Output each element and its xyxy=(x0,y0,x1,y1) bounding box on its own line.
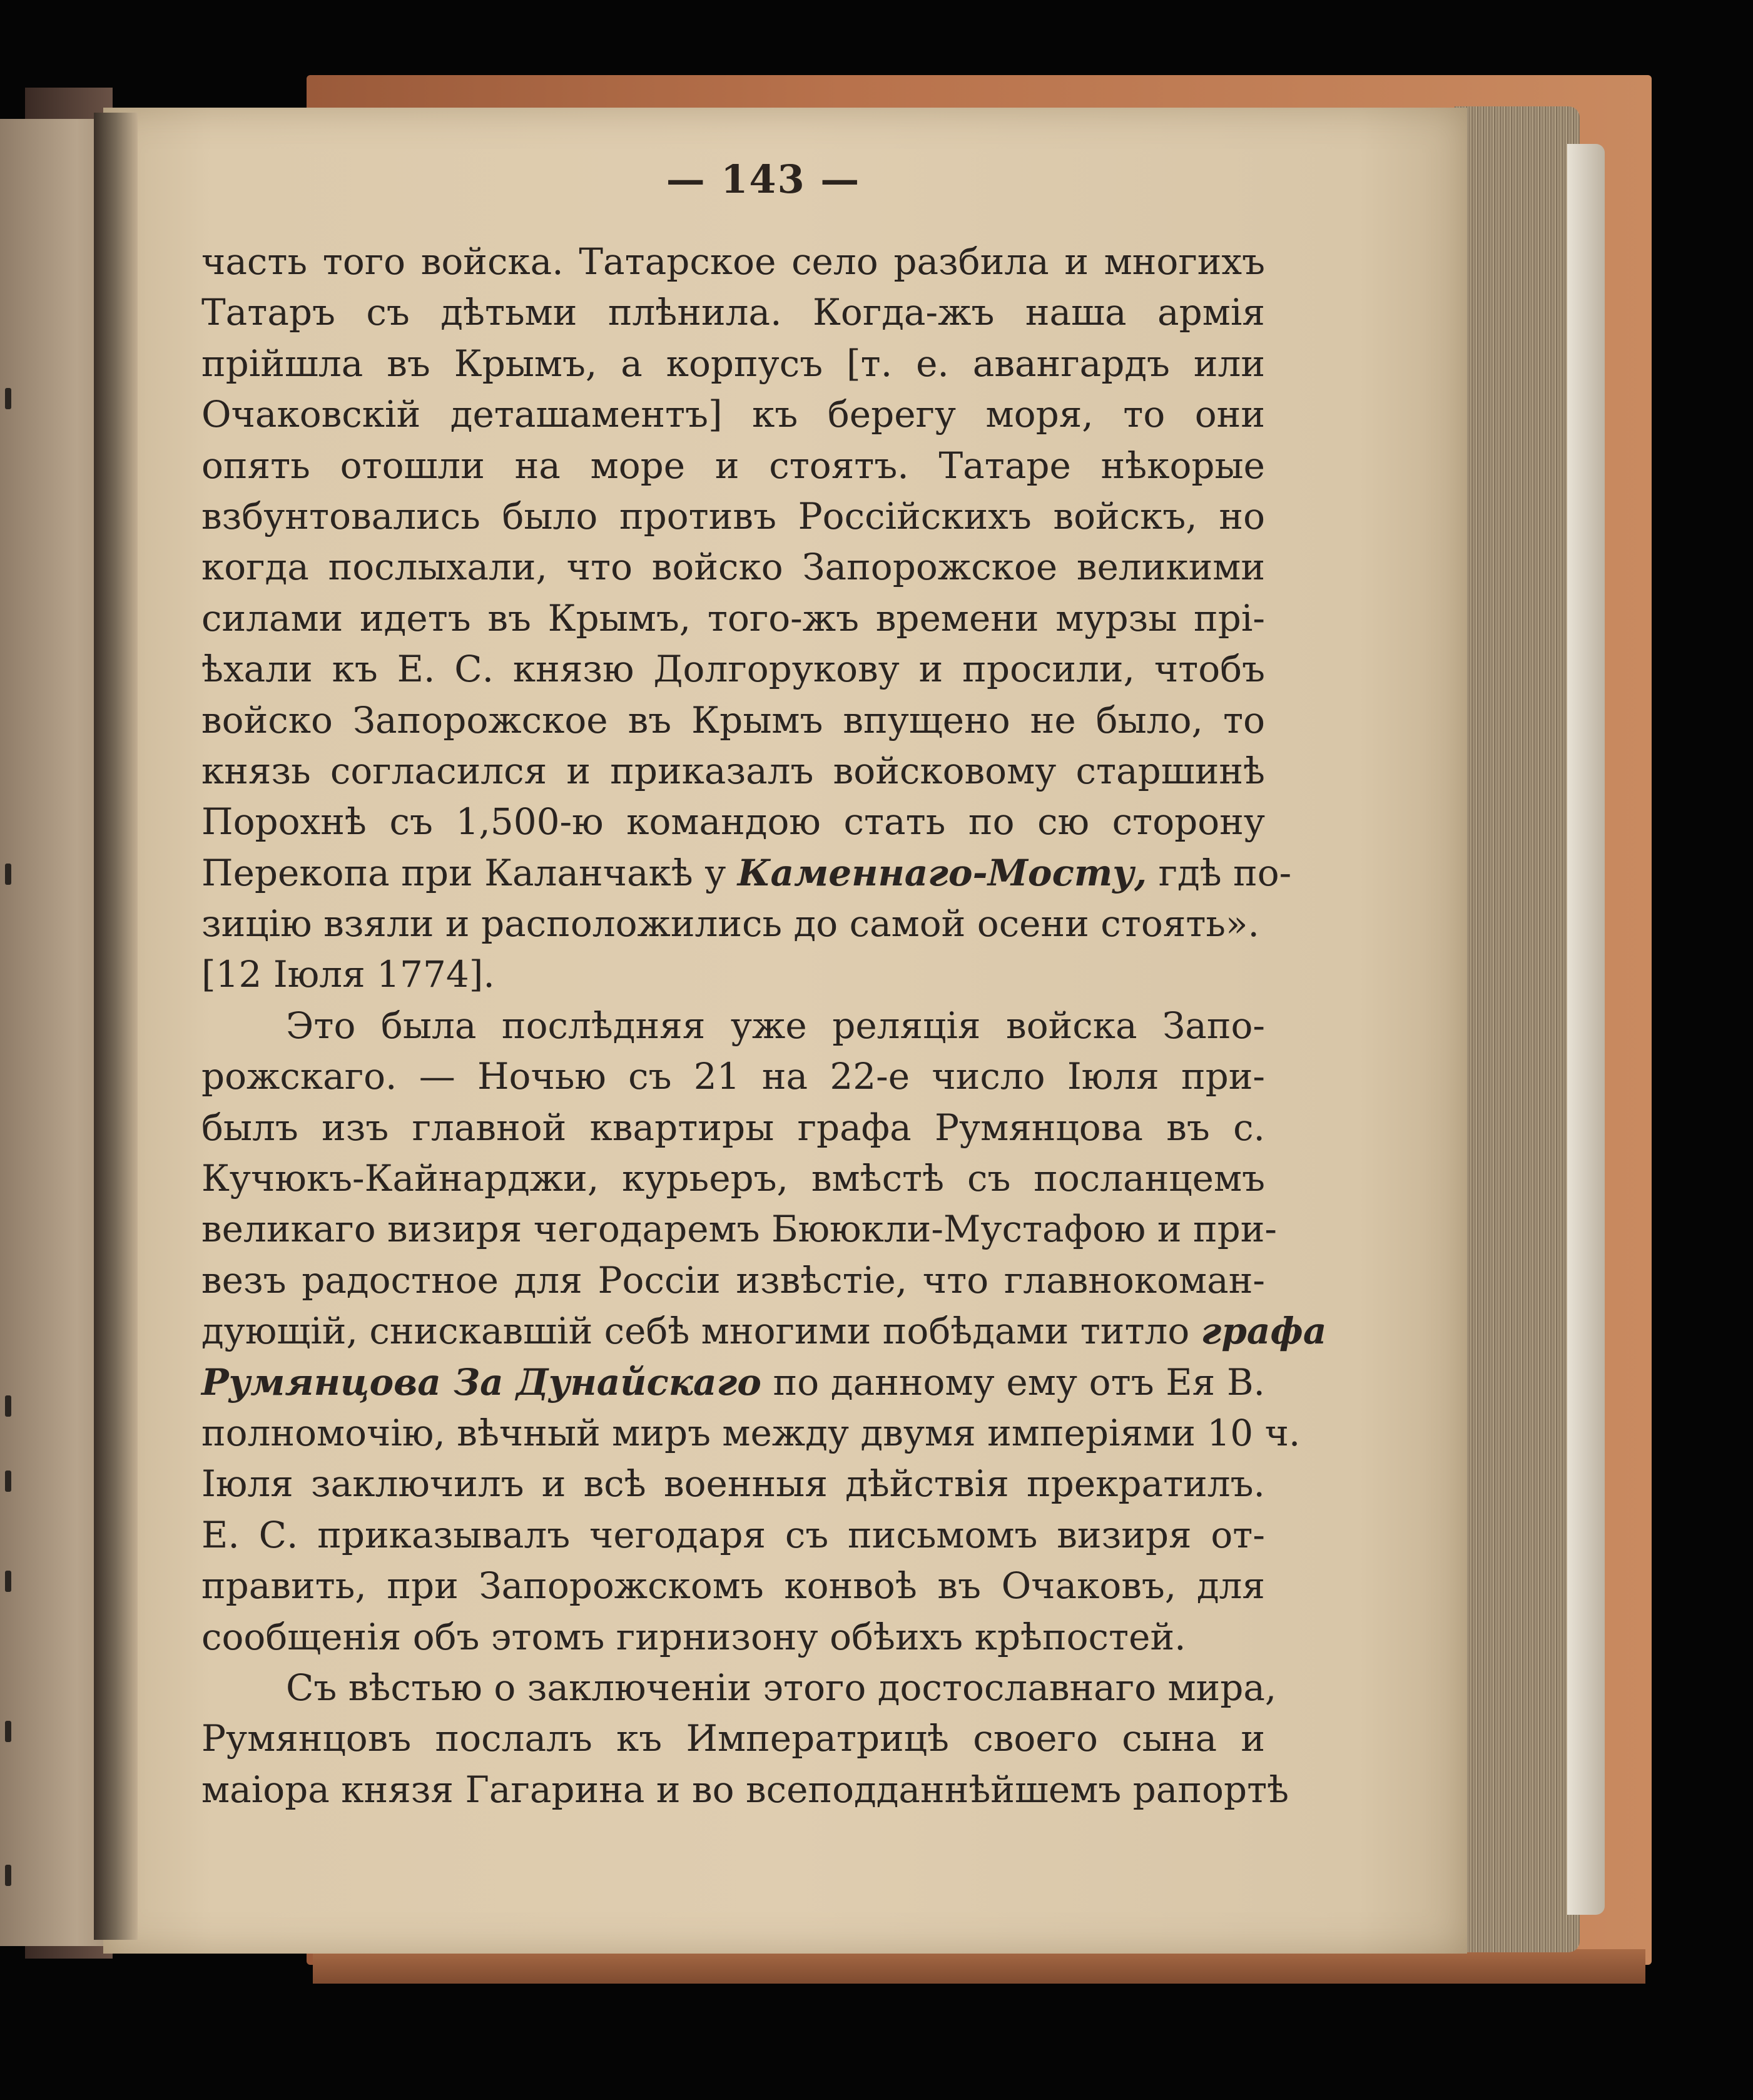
page-edges-light xyxy=(1567,144,1605,1915)
text-run: дующій, снискавшій себѣ многими побѣдами титло xyxy=(201,1310,1201,1353)
text-line xyxy=(201,644,1265,695)
text-run: Съ вѣстью о заключеніи этого достославнаго мира, xyxy=(286,1666,1277,1709)
text-run: великаго визиря чегодаремъ Бююкли-Мустафою и при- xyxy=(201,1208,1277,1251)
text-line xyxy=(201,695,1265,746)
text-line xyxy=(201,1357,1265,1408)
page-gutter xyxy=(94,113,138,1940)
text-run: князь согласился и приказалъ войсковому старшинѣ xyxy=(201,749,1265,792)
text-line xyxy=(201,441,1265,491)
text-line xyxy=(201,1510,1265,1561)
page-edges xyxy=(1455,106,1580,1952)
facing-page-mark xyxy=(5,1471,11,1492)
text-line xyxy=(201,1561,1265,1611)
text-line xyxy=(201,1663,1277,1713)
text-run: войско Запорожское въ Крымъ впущено не было, то xyxy=(201,698,1265,742)
text-run: Это была послѣдняя уже реляція войска Запо- xyxy=(286,1004,1265,1047)
cover-bottom-edge xyxy=(313,1949,1645,1984)
text-run: Іюля заключилъ и всѣ военныя дѣйствія прекратилъ. xyxy=(201,1462,1265,1506)
text-run: прійшла въ Крымъ, а корпусъ [т. е. авангардъ или xyxy=(201,342,1265,385)
facing-page-mark xyxy=(5,1721,11,1742)
text-run: по данному ему отъ Ея В. xyxy=(761,1360,1265,1404)
text-line xyxy=(201,1612,1265,1663)
facing-page-mark xyxy=(5,1571,11,1592)
text-line xyxy=(201,1103,1265,1153)
text-line xyxy=(201,1459,1265,1509)
text-line xyxy=(201,1765,1289,1815)
page-number: — 143 — xyxy=(666,156,861,202)
text-run: Очаковскій деташаментъ] къ берегу моря, то они xyxy=(201,393,1265,436)
text-line xyxy=(201,1713,1265,1764)
text-line xyxy=(201,1051,1265,1102)
text-run: Кучюкъ-Кайнарджи, курьеръ, вмѣстѣ съ посланцемъ xyxy=(201,1157,1265,1200)
text-line xyxy=(201,389,1265,440)
text-run: зицію взяли и расположились до самой осени стоять». xyxy=(201,902,1259,946)
text-line xyxy=(201,237,1265,287)
text-run: Перекопа при Каланчакѣ у xyxy=(201,851,738,894)
text-run: рожскаго. — Ночью съ 21 на 22-е число Іюля при- xyxy=(201,1055,1265,1098)
text-line xyxy=(201,491,1265,542)
text-line xyxy=(201,339,1265,389)
text-line xyxy=(201,1204,1277,1255)
page-text xyxy=(201,237,1327,1815)
text-run: везъ радостное для Россіи извѣстіе, что главнокоман- xyxy=(201,1258,1265,1302)
facing-page-mark xyxy=(5,1395,11,1417)
text-run: когда послыхали, что войско Запорожское великими xyxy=(201,546,1265,589)
text-run: гдѣ по- xyxy=(1147,851,1292,894)
text-run: часть того войска. Татарское село разбила и многихъ xyxy=(201,240,1265,283)
text-run: править, при Запорожскомъ конвоѣ въ Очаковъ, для xyxy=(201,1564,1265,1608)
text-run: взбунтовались было противъ Россійскихъ войскъ, но xyxy=(201,494,1265,538)
text-line xyxy=(201,1153,1265,1204)
text-line xyxy=(201,287,1265,338)
facing-page-mark xyxy=(5,1865,11,1886)
text-line xyxy=(201,899,1265,949)
text-run: ѣхали къ Е. С. князю Долгорукову и просили, чтобъ xyxy=(201,648,1265,691)
text-run: сообщенія объ этомъ гирнизону обѣихъ крѣпостей. xyxy=(201,1615,1186,1658)
text-run: силами идетъ въ Крымъ, того-жъ времени мурзы прі- xyxy=(201,596,1265,640)
facing-page xyxy=(0,119,109,1946)
text-run: опять отошли на море и стоятъ. Татаре нѣкорые xyxy=(201,444,1265,487)
text-line xyxy=(201,593,1265,644)
italic-phrase: графа xyxy=(1201,1310,1327,1353)
text-run: полномочію, вѣчный миръ между двумя имперіями 10 ч. xyxy=(201,1411,1301,1454)
text-run: маіора князя Гагарина и во всеподданнѣйшемъ рапортѣ xyxy=(201,1768,1289,1811)
text-line xyxy=(201,1001,1265,1051)
text-run: Е. С. приказывалъ чегодаря съ письмомъ визиря от- xyxy=(201,1513,1265,1556)
text-run: Румянцовъ послалъ къ Императрицѣ своего сына и xyxy=(201,1717,1265,1760)
italic-phrase: Каменнаго-Мосту, xyxy=(737,851,1147,894)
text-run: Порохнѣ съ 1,500-ю командою стать по сю сторону xyxy=(201,800,1265,844)
text-line xyxy=(201,1255,1265,1306)
text-run: [12 Іюля 1774]. xyxy=(201,953,495,996)
text-run: былъ изъ главной квартиры графа Румянцова въ с. xyxy=(201,1106,1265,1149)
facing-page-mark xyxy=(5,388,11,409)
italic-phrase: Румянцова За Дунайскаго xyxy=(201,1360,761,1404)
text-line xyxy=(201,1408,1301,1459)
text-line xyxy=(201,1306,1327,1357)
text-line xyxy=(201,542,1265,593)
text-line xyxy=(201,848,1292,899)
text-line xyxy=(201,746,1265,797)
text-run: Татаръ съ дѣтьми плѣнила. Когда-жъ наша армія xyxy=(201,291,1265,334)
facing-page-mark xyxy=(5,864,11,885)
text-line xyxy=(201,797,1265,847)
text-line xyxy=(201,949,1265,1000)
